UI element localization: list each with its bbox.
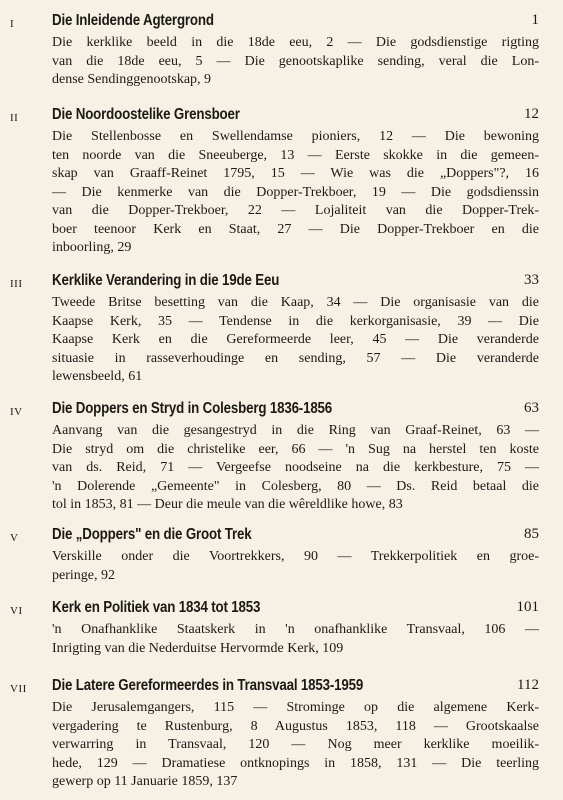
chapter-numeral: VII bbox=[10, 683, 27, 695]
section-line: Die Jerusalemgangers, 115 — Strominge op die algemene Kerk- bbox=[52, 700, 539, 715]
chapter-heading bbox=[52, 677, 539, 699]
section-line: lewensbeeld, 61 bbox=[52, 369, 143, 384]
chapter-heading bbox=[52, 400, 539, 422]
chapter-numeral: V bbox=[10, 532, 19, 544]
chapter-sections bbox=[52, 34, 539, 90]
section-line: tol in 1853, 81 — Deur die meule van die wêreldlike howe, 83 bbox=[52, 497, 403, 512]
section-line: ten noorde van die Sneeuberge, 13 — Eerste skokke in die gemeen- bbox=[52, 147, 539, 163]
chapter-title: Die Noordoostelike Grensboer bbox=[52, 106, 240, 123]
chapter-page-number: 33 bbox=[524, 272, 539, 288]
chapter-sections bbox=[52, 621, 539, 658]
section-line: situasie in rasseverhoudinge en sending, 57 — Die veranderde bbox=[52, 350, 539, 366]
chapter-heading bbox=[52, 526, 539, 548]
chapter-page-number: 12 bbox=[524, 106, 539, 122]
section-line: Kaapse Kerk en die Gereformeerde leer, 45 — Die veranderde bbox=[52, 332, 539, 347]
chapter-title: Kerk en Politiek van 1834 tot 1853 bbox=[52, 599, 261, 616]
section-line: Tweede Britse besetting van die Kaap, 34 — Die organisasie van die bbox=[52, 295, 539, 310]
chapter-numeral: II bbox=[10, 112, 19, 124]
section-line: verwarring in Transvaal, 120 — Nog meer kerklike moeilik- bbox=[52, 737, 539, 752]
section-line: skap van Graaff-Reinet 1795, 15 — Wie was die „Doppers"?, 16 bbox=[52, 166, 539, 181]
section-line: Inrigting van die Nederduitse Hervormde Kerk, 109 bbox=[52, 640, 344, 656]
chapter-title: Die Doppers en Stryd in Colesberg 1836-1856 bbox=[52, 400, 333, 417]
chapter-sections bbox=[52, 128, 539, 258]
section-line: inboorling, 29 bbox=[52, 240, 132, 255]
section-line: Verskille onder die Voortrekkers, 90 — Trekkerpolitiek en groe- bbox=[52, 549, 539, 564]
chapter-title: Die Latere Gereformeerdes in Transvaal 1853-1959 bbox=[52, 677, 364, 694]
chapter-numeral: IV bbox=[10, 406, 23, 418]
chapter-heading bbox=[52, 272, 539, 294]
section-line: van die Dopper-Trekboer, 22 — Lojaliteit van die Dopper-Trek- bbox=[52, 203, 539, 218]
chapter-numeral: III bbox=[10, 278, 23, 290]
section-line: Kaapse Kerk, 35 — Tendense in die kerkorganisasie, 39 — Die bbox=[52, 313, 539, 329]
section-line: van ds. Reid, 71 — Vergeefse noodseine na die kerkbesture, 75 — bbox=[52, 460, 539, 475]
chapter-numeral: I bbox=[10, 18, 15, 30]
chapter-page-number: 101 bbox=[516, 599, 539, 615]
section-line: peringe, 92 bbox=[52, 567, 115, 583]
chapter-sections bbox=[52, 548, 539, 585]
chapter-page-number: 112 bbox=[517, 677, 539, 693]
section-line: 'n Dolerende „Gemeente" in Colesberg, 80 — Ds. Reid betaal die bbox=[52, 478, 539, 494]
section-line: vergadering te Rustenburg, 8 Augustus 1853, 118 — Grootskaalse bbox=[52, 718, 539, 734]
section-line: Die stryd om die christelike eer, 66 — 'n Sug na herstel ten koste bbox=[52, 441, 539, 457]
section-line: hede, 129 — Dramatiese ontknopings in 1858, 131 — Die teerling bbox=[52, 755, 539, 771]
chapter-title: Die Inleidende Agtergrond bbox=[52, 12, 214, 29]
chapter-numeral: VI bbox=[10, 605, 23, 617]
chapter-sections bbox=[52, 699, 539, 792]
section-line: dense Sendinggenootskap, 9 bbox=[52, 72, 212, 87]
section-line: Aanvang van die gesangestryd in die Ring van Graaf-Reinet, 63 — bbox=[52, 423, 539, 438]
chapter-heading bbox=[52, 12, 539, 34]
section-line: Die kerklike beeld in die 18de eeu, 2 — Die godsdienstige rigting bbox=[52, 35, 539, 50]
section-line: van die 18de eeu, 5 — Die genootskaplike sending, veral die Lon- bbox=[52, 53, 539, 69]
section-line: 'n Onafhanklike Staatskerk in 'n onafhanklike Transvaal, 106 — bbox=[52, 622, 539, 637]
chapter-sections bbox=[52, 422, 539, 515]
chapter-page-number: 63 bbox=[524, 400, 539, 416]
chapter-title: Kerklike Verandering in die 19de Eeu bbox=[52, 272, 280, 289]
section-line: gewerp op 11 Januarie 1859, 137 bbox=[52, 774, 238, 789]
section-line: boer teenoor Kerk en Staat, 27 — Die Dopper-Trekboer en die bbox=[52, 221, 539, 237]
section-line: Die Stellenbosse en Swellendamse pioniers, 12 — Die bewoning bbox=[52, 129, 539, 144]
chapter-heading bbox=[52, 106, 539, 128]
chapter-heading bbox=[52, 599, 539, 621]
chapter-page-number: 85 bbox=[524, 526, 539, 542]
chapter-sections bbox=[52, 294, 539, 387]
chapter-title: Die „Doppers" en die Groot Trek bbox=[52, 526, 252, 543]
chapter-page-number: 1 bbox=[531, 12, 539, 28]
section-line: — Die kenmerke van die Dopper-Trekboer, 19 — Die godsdienssin bbox=[52, 184, 539, 200]
